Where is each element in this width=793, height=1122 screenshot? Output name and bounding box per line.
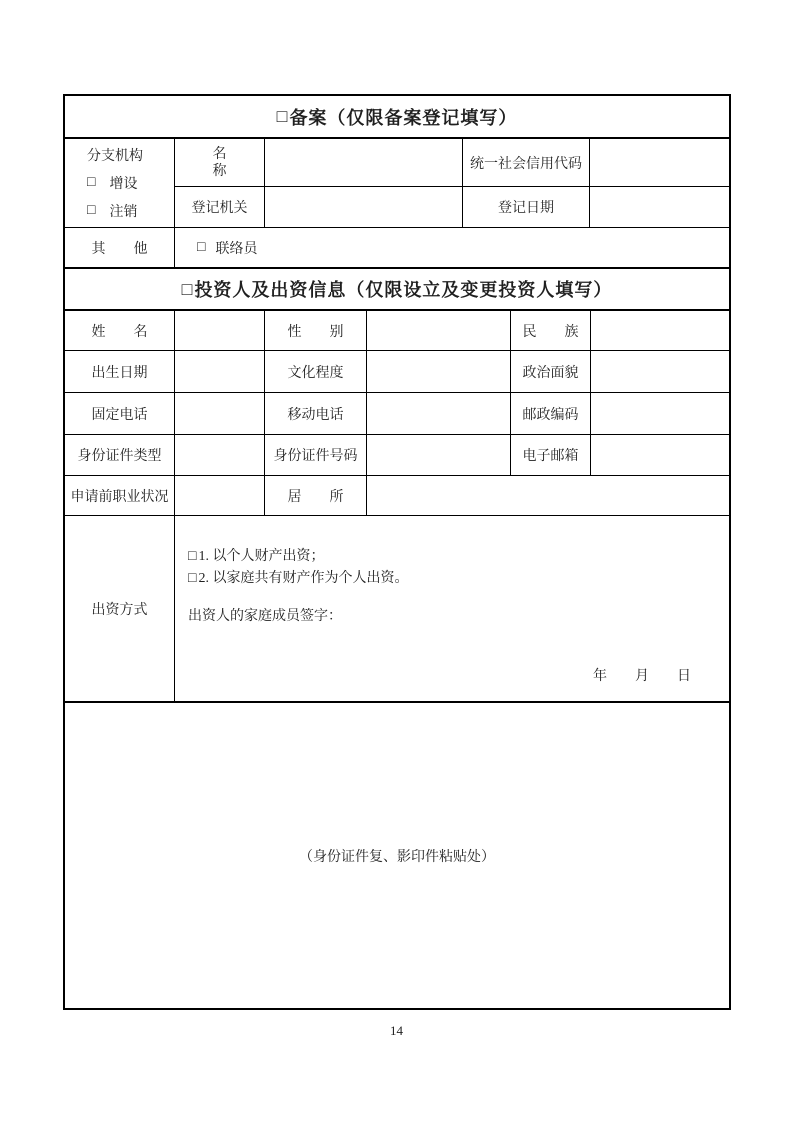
postcode-label: 邮政编码 — [511, 393, 591, 434]
branch-cancel-checkbox-icon[interactable]: □ — [87, 203, 96, 218]
investor-section-header — [65, 269, 729, 311]
branch-add-option[interactable] — [87, 173, 137, 193]
other-row — [65, 228, 729, 269]
liaison-checkbox-icon[interactable]: □ — [197, 239, 206, 255]
investor-row-name — [65, 311, 729, 351]
funding-option-1-label: 1. 以个人财产出资； — [198, 549, 325, 564]
id-number-input[interactable] — [367, 435, 511, 475]
reg-date-label: 登记日期 — [463, 187, 590, 227]
branch-add-checkbox-icon[interactable]: □ — [87, 175, 96, 190]
investor-section-title: 投资人及出资信息（仅限设立及变更投资人填写） — [194, 280, 613, 300]
branch-name-label-cell — [175, 139, 265, 186]
date-line: 年 月 日 — [593, 669, 691, 684]
gender-input[interactable] — [367, 311, 511, 350]
political-status-input[interactable] — [591, 351, 729, 392]
funding-option-2-label: 2. 以家庭共有财产作为个人出资。 — [198, 571, 409, 586]
id-type-input[interactable] — [175, 435, 265, 475]
occupation-label: 申请前职业状况 — [65, 476, 175, 515]
residence-label: 居 所 — [265, 476, 367, 515]
reg-authority-label: 登记机关 — [175, 187, 265, 227]
id-type-label: 身份证件类型 — [65, 435, 175, 475]
registration-form-table — [63, 94, 731, 1010]
education-label: 文化程度 — [265, 351, 367, 392]
family-signature-label: 出资人的家庭成员签字： — [188, 609, 342, 624]
investor-checkbox-icon[interactable]: □ — [181, 278, 194, 299]
investor-row-occupation — [65, 476, 729, 516]
liaison-label: 联络员 — [215, 241, 258, 257]
funding-method-row — [65, 516, 729, 703]
branch-name-label-line2: 称 — [212, 163, 227, 179]
credit-code-input[interactable] — [590, 139, 729, 186]
landline-label: 固定电话 — [65, 393, 175, 434]
reg-date-input[interactable] — [590, 187, 729, 227]
credit-code-label: 统一社会信用代码 — [463, 139, 590, 186]
id-copy-paste-area — [65, 703, 729, 1008]
email-label: 电子邮箱 — [511, 435, 591, 475]
investor-row-birth — [65, 351, 729, 393]
political-status-label: 政治面貌 — [511, 351, 591, 392]
ethnicity-input[interactable] — [591, 311, 729, 350]
branch-name-label-line1: 名 — [212, 146, 227, 162]
name-label: 姓 名 — [65, 311, 175, 350]
funding-option-1[interactable] — [188, 546, 324, 568]
funding-option-2-checkbox-icon[interactable]: □ — [188, 571, 197, 586]
postcode-input[interactable] — [591, 393, 729, 434]
filing-section-header — [65, 96, 729, 139]
name-input[interactable] — [175, 311, 265, 350]
filing-section-title: 备案（仅限备案登记填写） — [289, 107, 518, 128]
id-copy-paste-note: （身份证件复、影印件粘贴处） — [299, 849, 495, 865]
branch-name-input[interactable] — [265, 139, 463, 186]
investor-row-phone — [65, 393, 729, 435]
funding-option-2[interactable] — [188, 568, 408, 590]
branch-cancel-option[interactable] — [87, 201, 137, 221]
id-number-label: 身份证件号码 — [265, 435, 367, 475]
other-label: 其 他 — [65, 228, 175, 267]
gender-label: 性 别 — [265, 311, 367, 350]
funding-option-1-checkbox-icon[interactable]: □ — [188, 549, 197, 564]
liaison-cell — [175, 228, 729, 267]
branch-add-label: 增设 — [109, 177, 138, 192]
mobile-label: 移动电话 — [265, 393, 367, 434]
funding-method-cell — [175, 516, 729, 701]
branch-cancel-label: 注销 — [109, 205, 138, 220]
residence-input[interactable] — [367, 476, 729, 515]
page-number: 14 — [390, 1023, 403, 1038]
mobile-input[interactable] — [367, 393, 511, 434]
branch-label-cell — [65, 139, 175, 227]
occupation-input[interactable] — [175, 476, 265, 515]
email-input[interactable] — [591, 435, 729, 475]
ethnicity-label: 民 族 — [511, 311, 591, 350]
funding-method-label: 出资方式 — [65, 516, 175, 701]
reg-authority-input[interactable] — [265, 187, 463, 227]
filing-checkbox-icon[interactable]: □ — [276, 106, 289, 126]
birthdate-input[interactable] — [175, 351, 265, 392]
birthdate-label: 出生日期 — [65, 351, 175, 392]
education-input[interactable] — [367, 351, 511, 392]
landline-input[interactable] — [175, 393, 265, 434]
branch-row-group — [65, 139, 729, 227]
branch-label: 分支机构 — [87, 149, 143, 164]
investor-row-id — [65, 435, 729, 476]
